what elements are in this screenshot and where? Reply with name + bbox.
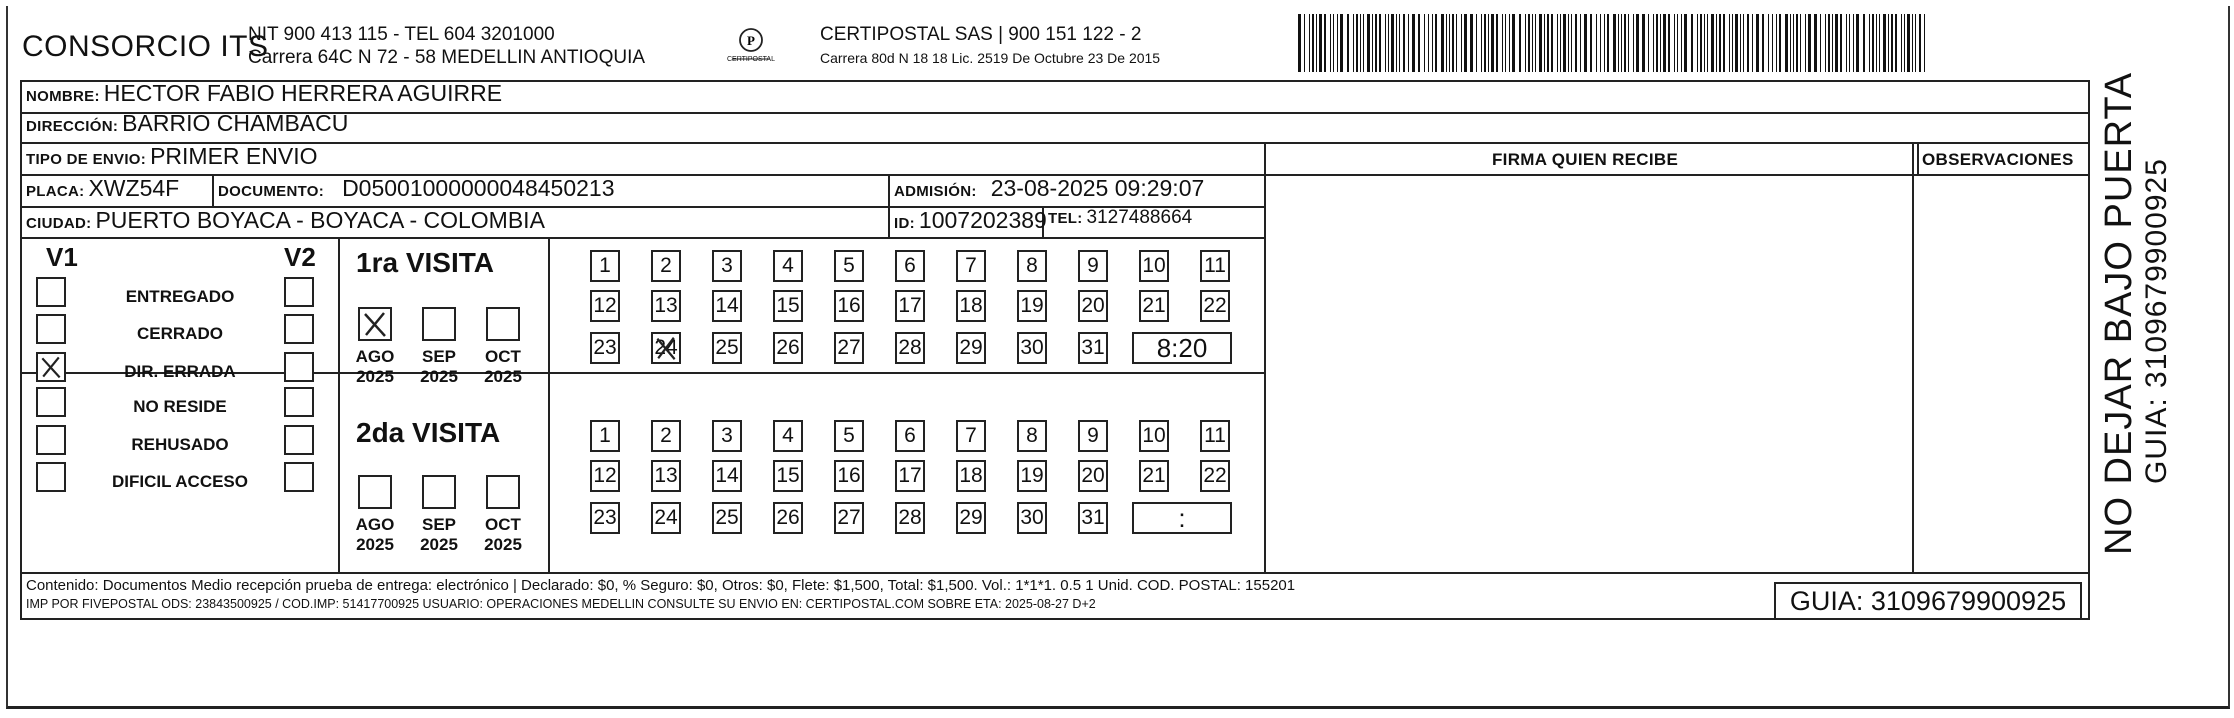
- day-box[interactable]: 11: [1200, 420, 1230, 452]
- logo-caption: CERTIPOSTAL: [727, 56, 775, 63]
- day-box[interactable]: 20: [1078, 460, 1108, 492]
- v1-checkbox[interactable]: [36, 277, 66, 307]
- month-label: SEP 2025: [420, 347, 458, 386]
- day-box[interactable]: 22: [1200, 290, 1230, 322]
- day-box[interactable]: 17: [895, 460, 925, 492]
- month-checkbox[interactable]: [358, 475, 392, 509]
- day-box[interactable]: 11: [1200, 250, 1230, 282]
- day-box[interactable]: 14: [712, 460, 742, 492]
- v1-checkbox[interactable]: [36, 314, 66, 344]
- side-guia: GUIA: 3109679900925: [2140, 158, 2173, 484]
- day-box[interactable]: 15: [773, 290, 803, 322]
- day-box[interactable]: 18: [956, 460, 986, 492]
- v2-checkbox[interactable]: [284, 462, 314, 492]
- day-box[interactable]: 26: [773, 502, 803, 534]
- day-box[interactable]: 25: [712, 502, 742, 534]
- certipostal-id: CERTIPOSTAL SAS | 900 151 122 - 2: [820, 24, 1142, 45]
- company-address: Carrera 64C N 72 - 58 MEDELLIN ANTIOQUIA: [248, 47, 646, 68]
- admision-label: ADMISIÓN:: [894, 183, 977, 200]
- month-label: AGO 2025: [355, 515, 395, 554]
- observaciones-header: OBSERVACIONES: [1922, 150, 2074, 169]
- tracking-barcode: [1298, 14, 1933, 72]
- ciudad-value: PUERTO BOYACA - BOYACA - COLOMBIA: [95, 207, 545, 233]
- day-box[interactable]: 20: [1078, 290, 1108, 322]
- direccion-value: BARRIO CHAMBACU: [122, 110, 349, 136]
- company-brand: CONSORCIO ITS: [22, 30, 269, 63]
- month-label: SEP 2025: [420, 515, 458, 554]
- day-box[interactable]: 2: [651, 420, 681, 452]
- certipostal-address: Carrera 80d N 18 18 Lic. 2519 De Octubre 23 De 2015: [820, 50, 1161, 66]
- day-box[interactable]: 29: [956, 502, 986, 534]
- day-box[interactable]: 9: [1078, 250, 1108, 282]
- month-label: AGO 2025: [355, 347, 395, 386]
- documento-value: D05001000000048450213: [342, 175, 615, 201]
- day-box[interactable]: 3: [712, 420, 742, 452]
- day-box[interactable]: 15: [773, 460, 803, 492]
- v1-checkbox[interactable]: [36, 425, 66, 455]
- day-box[interactable]: 18: [956, 290, 986, 322]
- day-box[interactable]: 3: [712, 250, 742, 282]
- status-label: CERRADO: [137, 324, 223, 343]
- v1-header: V1: [46, 242, 78, 272]
- month-checkbox[interactable]: [422, 307, 456, 341]
- day-box[interactable]: 12: [590, 460, 620, 492]
- day-box[interactable]: 16: [834, 460, 864, 492]
- day-box[interactable]: 23: [590, 502, 620, 534]
- v1-checkbox[interactable]: [36, 352, 66, 382]
- placa-value: XWZ54F: [88, 175, 180, 201]
- footer-contents: Contenido: Documentos Medio recepción prueba de entrega: electrónico | Declarado: $0, % Seguro: $0, Otros: $0, Flete: $1,500, Total: $1,500. Vol.: 1*1*1. 0.5 1 Unid. COD. POSTAL: 155201: [26, 577, 1296, 594]
- day-box[interactable]: 5: [834, 250, 864, 282]
- day-box[interactable]: 10: [1139, 420, 1169, 452]
- day-box[interactable]: 19: [1017, 460, 1047, 492]
- day-box[interactable]: 28: [895, 502, 925, 534]
- day-box[interactable]: 30: [1017, 502, 1047, 534]
- month-checkbox[interactable]: [486, 475, 520, 509]
- day-box[interactable]: 27: [834, 332, 864, 364]
- status-label: DIFICIL ACCESO: [111, 472, 248, 491]
- status-label: REHUSADO: [131, 435, 229, 454]
- month-label: OCT 2025: [484, 347, 522, 386]
- v2-header: V2: [284, 242, 316, 272]
- tel-value: 3127488664: [1086, 207, 1193, 228]
- day-box[interactable]: 21: [1139, 290, 1169, 322]
- v1-checkbox[interactable]: [36, 462, 66, 492]
- v2-checkbox[interactable]: [284, 425, 314, 455]
- side-warning: NO DEJAR BAJO PUERTA: [2098, 71, 2140, 555]
- status-label: NO RESIDE: [133, 397, 227, 416]
- firma-header: FIRMA QUIEN RECIBE: [1492, 150, 1679, 169]
- second-visit-time[interactable]: :: [1132, 502, 1232, 534]
- day-box[interactable]: 7: [956, 420, 986, 452]
- day-box[interactable]: 19: [1017, 290, 1047, 322]
- day-box[interactable]: 23: [590, 332, 620, 364]
- ciudad-label: CIUDAD:: [26, 215, 92, 232]
- second-visit-title: 2da VISITA: [356, 417, 501, 448]
- id-label: ID:: [894, 215, 915, 232]
- day-box[interactable]: 1: [590, 250, 620, 282]
- day-box[interactable]: 6: [895, 420, 925, 452]
- v2-checkbox[interactable]: [284, 277, 314, 307]
- day-box[interactable]: 9: [1078, 420, 1108, 452]
- day-box[interactable]: 17: [895, 290, 925, 322]
- company-nit: NIT 900 413 115 - TEL 604 3201000: [248, 24, 555, 45]
- day-box[interactable]: 27: [834, 502, 864, 534]
- day-box[interactable]: 25: [712, 332, 742, 364]
- day-box[interactable]: 21: [1139, 460, 1169, 492]
- day-box[interactable]: 29: [956, 332, 986, 364]
- day-box[interactable]: 6: [895, 250, 925, 282]
- certipostal-logo: [728, 26, 774, 66]
- first-visit-title: 1ra VISITA: [356, 247, 494, 278]
- day-box[interactable]: 1: [590, 420, 620, 452]
- direccion-label: DIRECCIÓN:: [26, 118, 119, 135]
- day-box[interactable]: 10: [1139, 250, 1169, 282]
- day-box[interactable]: 8: [1017, 250, 1047, 282]
- day-box[interactable]: 22: [1200, 460, 1230, 492]
- nombre-label: NOMBRE:: [26, 88, 100, 105]
- footer-imp: IMP POR FIVEPOSTAL ODS: 23843500925 / COD.IMP: 51417700925 USUARIO: OPERACIONES MEDELLIN CONSULTE SU ENVIO EN: CERTIPOSTAL.COM SOBRE ETA: 2025-08-27 D+2: [26, 597, 1096, 611]
- day-box[interactable]: 4: [773, 250, 803, 282]
- day-box[interactable]: 31: [1078, 502, 1108, 534]
- day-box[interactable]: 2: [651, 250, 681, 282]
- day-box[interactable]: 7: [956, 250, 986, 282]
- v2-checkbox[interactable]: [284, 352, 314, 382]
- nombre-value: HECTOR FABIO HERRERA AGUIRRE: [103, 80, 503, 106]
- day-box[interactable]: 24: [651, 502, 681, 534]
- day-box[interactable]: 24: [651, 332, 681, 364]
- v2-checkbox[interactable]: [284, 387, 314, 417]
- day-box[interactable]: 13: [651, 290, 681, 322]
- day-box[interactable]: 30: [1017, 332, 1047, 364]
- tel-label: TEL:: [1048, 210, 1083, 227]
- day-box[interactable]: 31: [1078, 332, 1108, 364]
- month-label: OCT 2025: [484, 515, 522, 554]
- day-box[interactable]: 28: [895, 332, 925, 364]
- v2-checkbox[interactable]: [284, 314, 314, 344]
- day-box[interactable]: 13: [651, 460, 681, 492]
- documento-label: DOCUMENTO:: [218, 183, 325, 200]
- guia-number: GUIA: 3109679900925: [1774, 582, 2082, 620]
- month-checkbox[interactable]: [422, 475, 456, 509]
- day-box[interactable]: 5: [834, 420, 864, 452]
- placa-label: PLACA:: [26, 183, 85, 200]
- day-box[interactable]: 8: [1017, 420, 1047, 452]
- svg-text:P: P: [747, 33, 755, 48]
- status-label: DIR. ERRADA: [124, 362, 236, 381]
- day-box[interactable]: 16: [834, 290, 864, 322]
- tipo-envio-label: TIPO DE ENVIO:: [26, 151, 147, 168]
- status-label: ENTREGADO: [125, 287, 235, 306]
- delivery-form: [20, 80, 2090, 620]
- id-value: 1007202389: [918, 207, 1047, 233]
- day-box[interactable]: 4: [773, 420, 803, 452]
- day-box[interactable]: 26: [773, 332, 803, 364]
- month-checkbox[interactable]: [358, 307, 392, 341]
- first-visit-time[interactable]: 8:20: [1132, 332, 1232, 364]
- day-box[interactable]: 14: [712, 290, 742, 322]
- v1-checkbox[interactable]: [36, 387, 66, 417]
- admision-value: 23-08-2025 09:29:07: [990, 175, 1205, 201]
- day-box[interactable]: 12: [590, 290, 620, 322]
- tipo-envio-value: PRIMER ENVIO: [150, 143, 318, 169]
- month-checkbox[interactable]: [486, 307, 520, 341]
